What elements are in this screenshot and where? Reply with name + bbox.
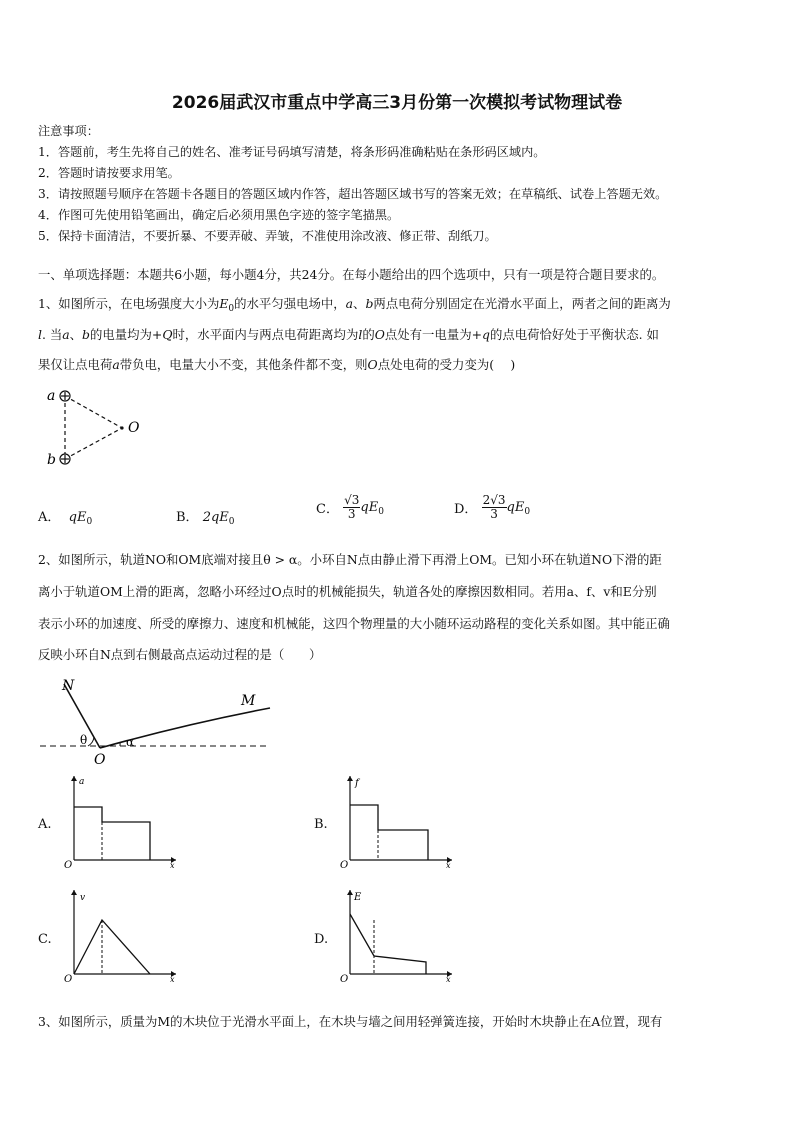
q2-option-c-label[interactable]: C.	[38, 932, 52, 947]
q2-option-d-label[interactable]: D.	[314, 932, 329, 947]
graph-d-xlabel: x	[446, 975, 451, 982]
charge-a-icon	[60, 391, 70, 401]
q1-figure	[40, 382, 160, 474]
label-a: a	[47, 388, 56, 404]
q2-line-1: 2、如图所示，轨道NO和OM底端对接且θ > α。小环自N点由静止滑下再滑上OM。已知小环在轨道NO下滑的距	[38, 552, 662, 567]
graph-a-ylabel: a	[79, 777, 85, 787]
q1-option-c[interactable]: C． $\frac{√3}{3}$ $qE_0$	[316, 493, 384, 521]
point-o-icon	[120, 426, 123, 429]
graph-b-ylabel: f	[355, 778, 359, 789]
q1-option-b[interactable]: B． $2qE_0$	[176, 510, 235, 527]
q3-line-1: 3、如图所示，质量为M的木块位于光滑水平面上，在木块与墙之间用轻弹簧连接，开始时木块静止在A位置，现有	[38, 1014, 663, 1029]
note-item-5: 5．保持卡面清洁，不要折暴、不要弄破、弄皱，不准使用涂改液、修正带、刮纸刀。	[38, 229, 497, 243]
q2-option-a-label[interactable]: A.	[38, 817, 52, 832]
q2-line-4: 反映小环自N点到右侧最高点运动过程的是（ ）	[38, 647, 322, 662]
graph-a-xlabel: x	[170, 861, 175, 868]
label-alpha: α	[126, 735, 135, 749]
graph-b-origin: O	[340, 860, 349, 868]
q2-line-3: 表示小环的加速度、所受的摩擦力、速度和机械能，这四个物理量的大小随环运动路程的变化关系如图。其中能正确	[38, 616, 670, 631]
graph-c-ylabel: v	[80, 893, 86, 903]
label-m: M	[241, 693, 256, 709]
label-o: O	[128, 420, 140, 436]
q2-graph-d[interactable]	[334, 886, 464, 982]
q2-graph-a[interactable]	[58, 772, 188, 868]
q1-option-d[interactable]: D． $\frac{2√3}{3}$ $qE_0$	[454, 493, 531, 521]
note-item-4: 4．作图可先使用铅笔画出，确定后必须用黑色字迹的签字笔描黑。	[38, 208, 400, 222]
graph-a-origin: O	[64, 860, 73, 868]
q1-line-3: 果仅让点电荷a带负电，电量大小不变，其他条件都不变，则O点处电荷的受力变为( )	[38, 357, 516, 372]
graph-c-xlabel: x	[170, 975, 175, 982]
q1-line-1: 1、如图所示，在电场强度大小为$E_0$的水平匀强电场中，a、b两点电荷分别固定在光滑水平面上，两者之间的距离为	[38, 296, 671, 314]
page-title: 2026届武汉市重点中学高三3月份第一次模拟考试物理试卷	[171, 93, 623, 113]
q2-graph-b[interactable]	[334, 772, 464, 868]
graph-d-ylabel: E	[354, 892, 362, 903]
note-item-1: 1．答题前，考生先将自己的姓名、准考证号码填写清楚，将条形码准确粘贴在条形码区域内。	[38, 145, 546, 159]
label-o2: O	[94, 752, 106, 768]
label-b: b	[47, 452, 56, 468]
graph-c-origin: O	[64, 974, 73, 982]
note-item-2: 2．答题时请按要求用笔。	[38, 166, 180, 180]
q2-option-b-label[interactable]: B.	[314, 817, 328, 832]
graph-d-origin: O	[340, 974, 349, 982]
charge-b-icon	[60, 454, 70, 464]
note-item-3: 3．请按照题号顺序在答题卡各题目的答题区域内作答，超出答题区域书写的答案无效；在草稿纸、试卷上答题无效。	[38, 187, 668, 201]
q2-line-2: 离小于轨道OM上滑的距离，忽略小环经过O点时的机械能损失，轨道各处的摩擦因数相同。若用a、f、v和E分别	[38, 584, 657, 599]
q2-graph-c[interactable]	[58, 886, 188, 982]
section-heading: 一、单项选择题：本题共6小题，每小题4分，共24分。在每小题给出的四个选项中，只有一项是符合题目要求的。	[38, 267, 665, 282]
label-n: N	[62, 678, 75, 694]
q2-track-figure	[36, 676, 276, 768]
notes-heading: 注意事项：	[38, 124, 99, 138]
q1-line-2: l. 当a、b的电量均为+Q时，水平面内与两点电荷距离均为l的O点处有一电量为+q的点电荷恰好处于平衡状态. 如	[38, 327, 659, 342]
q1-option-a[interactable]: A． $qE_0$	[38, 510, 93, 527]
label-theta: θ	[80, 733, 88, 747]
graph-b-xlabel: x	[446, 861, 451, 868]
